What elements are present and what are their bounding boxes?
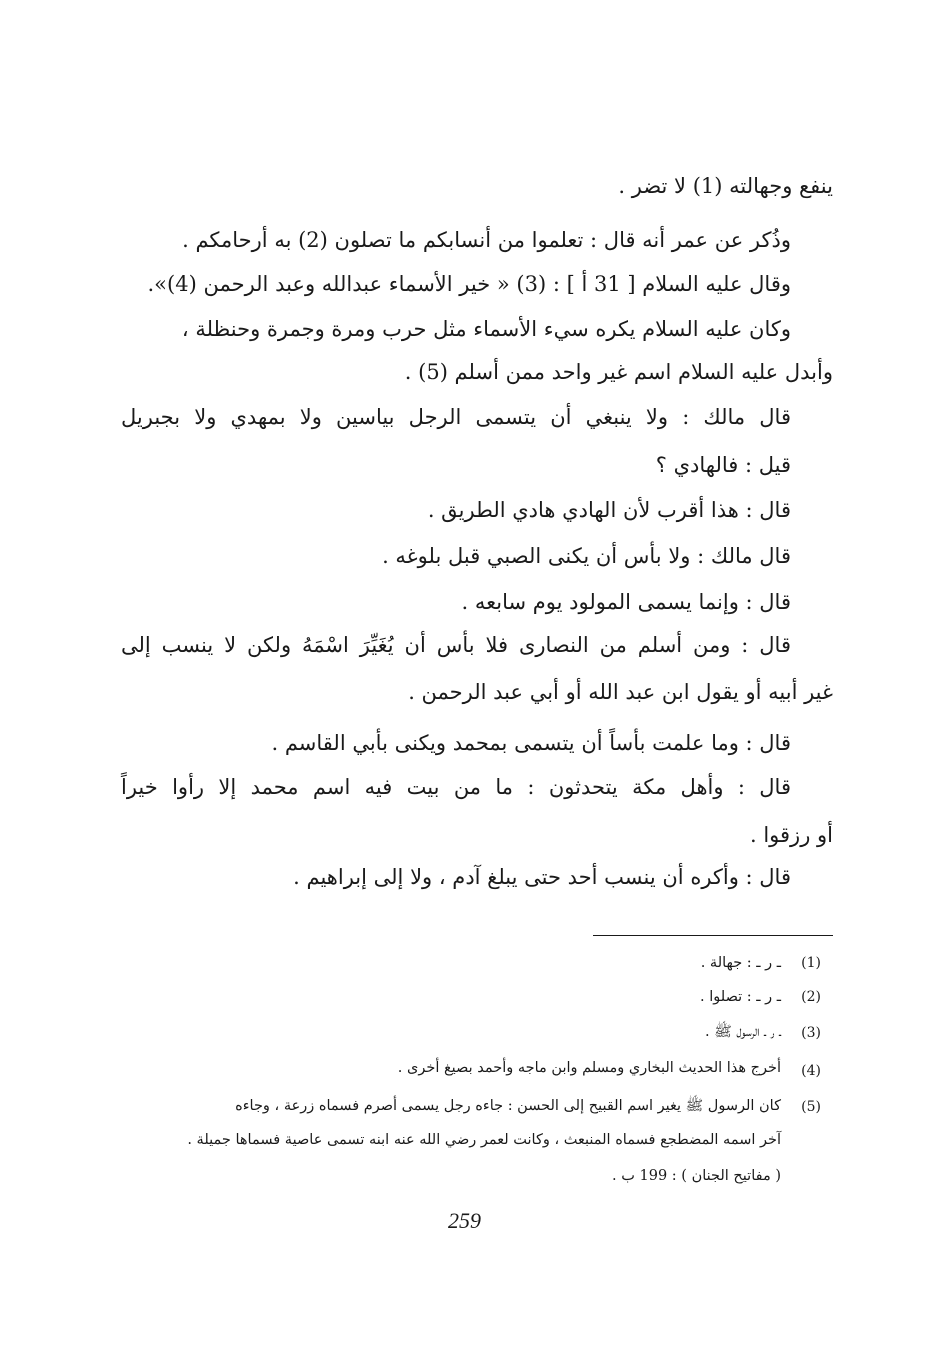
body-line: قال : وأكره أن ينسب أحد حتى يبلغ آدم ، ولا إلى إبراهيم . bbox=[293, 865, 791, 889]
body-line: قال : وإنما يسمى المولود يوم سابعه . bbox=[461, 590, 791, 614]
body-line: قال : هذا أقرب لأن الهادي هادي الطريق . bbox=[427, 498, 791, 522]
body-line: قال مالك : ولا ينبغي أن يتسمى الرجل بياسين ولا بمهدي ولا بجبريل bbox=[121, 405, 791, 429]
footnote-number: (1) bbox=[801, 955, 821, 971]
footnote-text: كان الرسول ﷺ يغير اسم القبيح إلى الحسن : جاءه رجل يسمى أصرم فسماه زرعة ، وجاءه bbox=[235, 1098, 781, 1114]
footnote-number: (4) bbox=[801, 1063, 821, 1079]
body-line: قال : وما علمت بأساً أن يتسمى بمحمد ويكنى بأبي القاسم . bbox=[271, 731, 791, 755]
footnote-separator bbox=[593, 935, 833, 936]
body-line: أو رزقوا . bbox=[749, 823, 833, 847]
footnote-number: (2) bbox=[801, 989, 821, 1005]
footnote-text: ـ ر ـ : تصلوا . bbox=[700, 989, 781, 1005]
body-line: ينفع وجهالته (1) لا تضر . bbox=[618, 174, 833, 198]
footnote-number: (3) bbox=[801, 1025, 821, 1041]
page-number: 259 bbox=[448, 1208, 481, 1233]
body-line: غير أبيه أو يقول ابن عبد الله أو أبي عبد الرحمن . bbox=[408, 680, 833, 704]
footnote-text: ( مفاتيح الجنان ) : 199 ب . bbox=[612, 1168, 781, 1184]
body-line: وذُكر عن عمر أنه قال : تعلموا من أنسابكم ما تصلون (2) به أرحامكم . bbox=[182, 228, 791, 252]
body-line: قال : ومن أسلم من النصارى فلا بأس أن يُغَيِّرَ اسْمَهُ ولكن لا ينسب إلى bbox=[121, 633, 791, 657]
body-line: قيل : فالهادي ؟ bbox=[655, 453, 791, 477]
body-line: وأبدل عليه السلام اسم غير واحد ممن أسلم (5) . bbox=[404, 360, 833, 384]
footnote-text: ـ ر ـ الرسول ﷺ . bbox=[705, 1024, 781, 1040]
body-line: وكان عليه السلام يكره سيء الأسماء مثل حرب ومرة وجمرة وحنظلة ، bbox=[181, 317, 791, 341]
footnote-text: أخرج هذا الحديث البخاري ومسلم وابن ماجه وأحمد بصيغ أخرى . bbox=[397, 1060, 781, 1076]
footnote-number: (5) bbox=[801, 1099, 821, 1115]
body-line: قال مالك : ولا بأس أن يكنى الصبي قبل بلوغه . bbox=[382, 544, 791, 568]
footnote-text: ـ ر ـ : جهالة . bbox=[700, 955, 781, 971]
body-line: وقال عليه السلام [ 31 أ ] : (3) « خير الأسماء عبدالله وعبد الرحمن (4)». bbox=[147, 272, 791, 296]
body-line: قال : وأهل مكة يتحدثون : ما من بيت فيه اسم محمد إلا رأوا خيراً bbox=[121, 775, 791, 799]
footnote-text: آخر اسمه المضطجع فسماه المنبعث ، وكانت لعمر رضي الله عنه ابنه تسمى عاصية فسماها جميلة . bbox=[187, 1132, 781, 1148]
